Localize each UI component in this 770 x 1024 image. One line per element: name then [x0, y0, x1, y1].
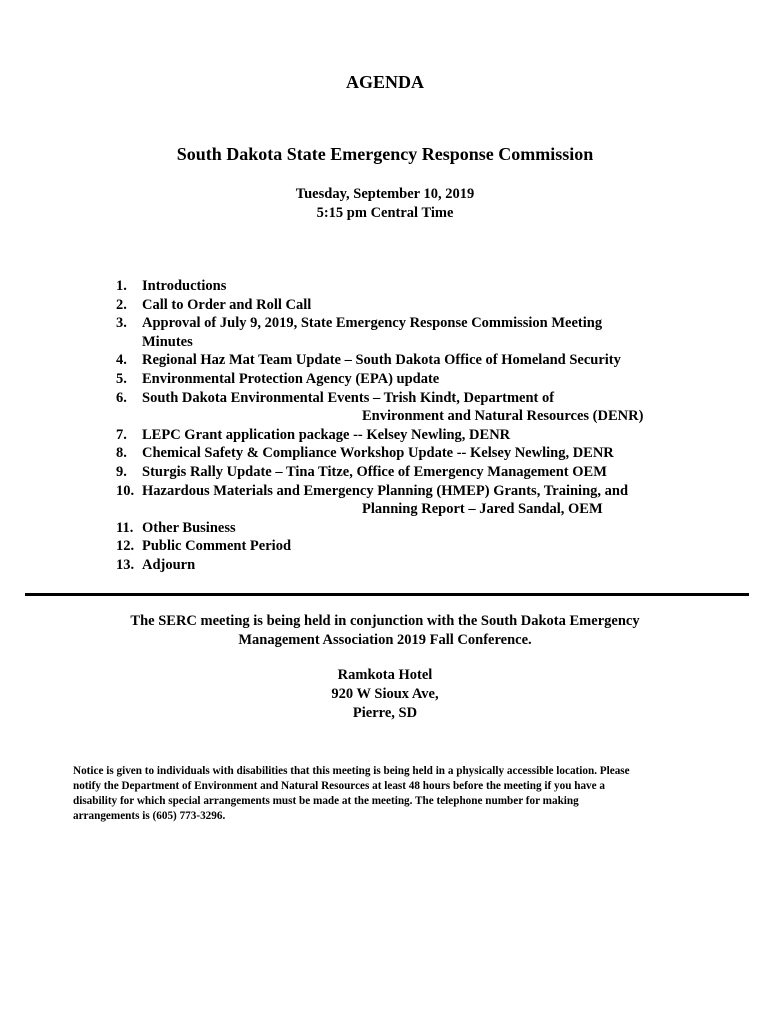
agenda-item-number: 10. [116, 482, 135, 499]
agenda-item-text: Other Business [142, 519, 236, 536]
agenda-item [116, 314, 716, 351]
agenda-item-number: 11. [116, 519, 134, 536]
agenda-item [116, 277, 716, 296]
agenda-item-text: Regional Haz Mat Team Update – South Dakota Office of Homeland Security [142, 352, 621, 369]
agenda-item-number: 9. [116, 463, 127, 480]
accessibility-notice [73, 764, 713, 824]
conference-note-line: The SERC meeting is being held in conjunction with the South Dakota Emergency [130, 613, 640, 629]
agenda-item [116, 370, 716, 389]
commission-name: South Dakota State Emergency Response Commission [176, 144, 594, 164]
agenda-item [116, 296, 716, 315]
meeting-time: 5:15 pm Central Time [316, 205, 454, 221]
agenda-item-text-continued: Minutes [142, 333, 193, 350]
venue-address [0, 666, 770, 723]
agenda-item-text: Hazardous Materials and Emergency Planning (HMEP) Grants, Training, and [142, 482, 629, 499]
agenda-item [116, 537, 716, 556]
agenda-item [116, 389, 716, 426]
agenda-item-number: 3. [116, 315, 127, 332]
agenda-item-number: 8. [116, 445, 127, 462]
agenda-item-number: 6. [116, 389, 127, 406]
agenda-item-text-continued: Environment and Natural Resources (DENR) [362, 408, 644, 425]
venue-street: 920 W Sioux Ave, [331, 686, 439, 702]
agenda-item-text: Public Comment Period [142, 538, 292, 555]
agenda-item [116, 482, 716, 519]
agenda-item [116, 351, 716, 370]
agenda-item-number: 7. [116, 426, 127, 443]
agenda-item-text-continued: Planning Report – Jared Sandal, OEM [362, 501, 603, 518]
conference-note-line: Management Association 2019 Fall Conference. [238, 632, 532, 648]
agenda-item-text: Introductions [142, 278, 227, 294]
agenda-item-number: 13. [116, 556, 135, 573]
agenda-item-text: Sturgis Rally Update – Tina Titze, Office of Emergency Management OEM [142, 463, 607, 480]
venue-name: Ramkota Hotel [337, 667, 433, 683]
agenda-item-text: South Dakota Environmental Events – Trish Kindt, Department of [142, 389, 555, 406]
agenda-item-text: Approval of July 9, 2019, State Emergency Response Commission Meeting [142, 315, 603, 332]
agenda-item [116, 444, 716, 463]
agenda-heading: AGENDA [345, 72, 424, 92]
agenda-list [116, 277, 716, 575]
agenda-item-text: Chemical Safety & Compliance Workshop Update -- Kelsey Newling, DENR [142, 445, 614, 462]
agenda-item-text: Call to Order and Roll Call [142, 296, 312, 313]
agenda-item-text: Environmental Protection Agency (EPA) update [142, 370, 440, 387]
agenda-item-text: LEPC Grant application package -- Kelsey Newling, DENR [142, 426, 511, 443]
agenda-item-text: Adjourn [142, 556, 196, 573]
meeting-datetime [0, 185, 770, 223]
meeting-date: Tuesday, September 10, 2019 [295, 186, 475, 202]
conference-note [0, 612, 770, 650]
agenda-item [116, 556, 716, 575]
section-divider [25, 593, 749, 596]
agenda-item-number: 2. [116, 296, 127, 313]
notice-line: Notice is given to individuals with disabilities that this meeting is being held in a physically accessible location. Please [73, 765, 630, 777]
notice-line: arrangements is (605) 773-3296. [73, 810, 226, 822]
agenda-item-number: 5. [116, 370, 127, 387]
notice-line: disability for which special arrangements must be made at the meeting. The telephone number for making [73, 795, 579, 807]
agenda-item-number: 12. [116, 538, 135, 555]
notice-line: notify the Department of Environment and Natural Resources at least 48 hours before the meeting if you have a [73, 780, 605, 792]
agenda-item [116, 463, 716, 482]
venue-city: Pierre, SD [352, 705, 418, 721]
agenda-item [116, 519, 716, 538]
agenda-item [116, 426, 716, 445]
agenda-item-number: 4. [116, 352, 127, 369]
agenda-item-number: 1. [116, 278, 127, 294]
